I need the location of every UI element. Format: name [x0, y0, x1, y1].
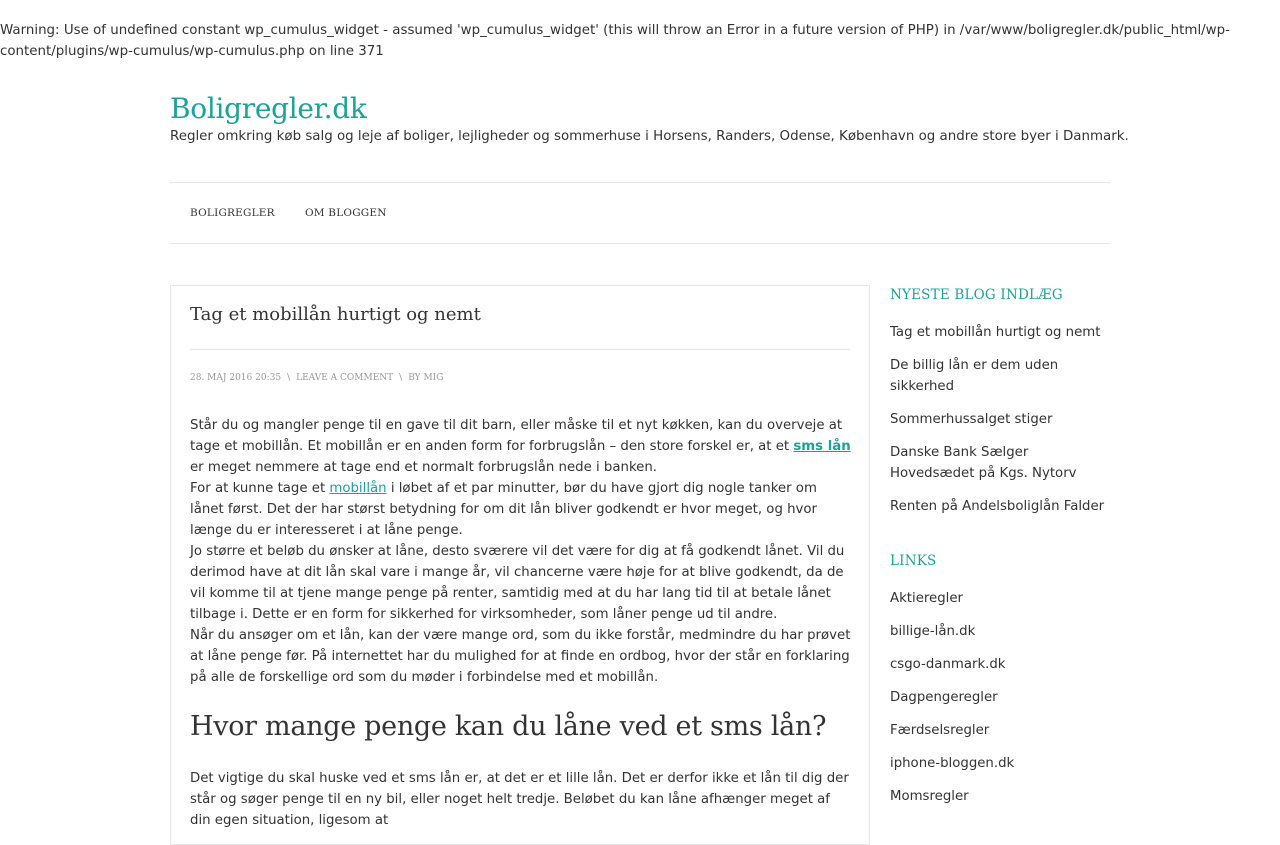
nav-item-om-bloggen[interactable]: OM BLOGGEN — [305, 207, 387, 219]
post-title[interactable]: Tag et mobillån hurtigt og nemt — [190, 304, 481, 325]
post-meta — [190, 373, 443, 383]
list-item — [890, 621, 1115, 642]
recent-posts-title: NYESTE BLOG INDLÆG — [890, 287, 1063, 303]
paragraph-1 — [190, 415, 852, 478]
mobillaan-link[interactable]: mobillån — [329, 481, 387, 496]
blogroll-link[interactable]: iphone-bloggen.dk — [890, 756, 1015, 771]
post-author-prefix: BY — [408, 373, 421, 383]
paragraph-3: Jo større et beløb du ønsker at låne, desto sværere vil det være for dig at få godkendt lånet. Vil du derimod have at dit lån skal vare i mange år, vil chancerne være høje for at blive godkendt, da de vil komme til at tjene mange penge på renter, samtidig med at du har lang tid til at betale lånet tilbage i. Dette er en form for sikkerhed for virksomheder, som låner penge ud til andre. — [190, 544, 845, 622]
list-item — [890, 687, 1115, 708]
recent-post-link[interactable]: Tag et mobillån hurtigt og nemt — [890, 325, 1101, 340]
list-item — [890, 753, 1115, 774]
post-article — [170, 285, 870, 845]
post-title-divider — [190, 349, 850, 350]
recent-post-link[interactable]: De billig lån er dem uden sikkerhed — [890, 358, 1059, 394]
list-item — [890, 496, 1115, 517]
list-item — [890, 786, 1115, 807]
list-item — [890, 442, 1115, 484]
leave-comment-link[interactable]: LEAVE A COMMENT — [296, 373, 394, 383]
recent-post-link[interactable]: Danske Bank Sælger Hovedsædet på Kgs. Nytorv — [890, 445, 1077, 481]
blogroll-link[interactable]: Dagpengeregler — [890, 690, 998, 705]
paragraph-2 — [190, 478, 852, 541]
post-author-link[interactable]: MIG — [423, 373, 444, 383]
blogroll-link[interactable]: billige-lån.dk — [890, 624, 976, 639]
list-item — [890, 322, 1115, 343]
recent-post-link[interactable]: Sommerhussalget stiger — [890, 412, 1053, 427]
meta-separator: \ — [287, 373, 291, 383]
recent-post-link[interactable]: Renten på Andelsboliglån Falder — [890, 499, 1105, 514]
section-heading: Hvor mange penge kan du låne ved et sms lån? — [190, 711, 827, 742]
paragraph-4: Når du ansøger om et lån, kan der være mange ord, som du ikke forstår, medmindre du har prøvet at låne penge før. På internettet har du mulighed for at finde en ordbog, hvor der står en forklaring på alle de forskellige ord som du møder i forbindelse med et mobillån. — [190, 628, 851, 685]
meta-separator: \ — [399, 373, 403, 383]
blogroll-link[interactable]: csgo-danmark.dk — [890, 657, 1006, 672]
post-content — [190, 415, 852, 831]
blogroll-link[interactable]: Momsregler — [890, 789, 969, 804]
blogroll-link[interactable]: Aktieregler — [890, 591, 964, 606]
post-date-link[interactable]: 28. MAJ 2016 20:35 — [190, 373, 282, 383]
list-item — [890, 720, 1115, 741]
main-navigation — [170, 182, 1110, 244]
list-item — [890, 588, 1115, 609]
paragraph-2-text-a: For at kunne tage et — [190, 481, 330, 496]
paragraph-1-text-a: Står du og mangler penge til en gave til dit barn, eller måske til et nyt køkken, kan du overveje at tage et mobillån. Et mobillån er en anden form for forbrugslån – den store forskel er, at et — [190, 418, 843, 454]
list-item — [890, 409, 1115, 430]
blogroll-link[interactable]: Færdselsregler — [890, 723, 990, 738]
site-tagline: Regler omkring køb salg og leje af boliger, lejligheder og sommerhuse i Horsens, Randers, Odense, København og andre store byer i Danmark. — [170, 129, 1129, 144]
nav-item-boligregler[interactable]: BOLIGREGLER — [190, 207, 275, 219]
list-item — [890, 654, 1115, 675]
paragraph-1-text-b: er meget nemmere at tage end et normalt forbrugslån nede i banken. — [190, 460, 658, 475]
sms-laan-link[interactable]: sms lån — [793, 439, 851, 454]
list-item — [890, 355, 1115, 397]
links-title: LINKS — [890, 553, 937, 569]
paragraph-2-text-b: i løbet af et par minutter, bør du have gjort dig nogle tanker om lånet først. Det der har størst betydning for om dit lån bliver godkendt er hvor meget, og hvor længe du er interesseret i at låne penge. — [190, 481, 818, 538]
site-title-link[interactable]: Boligregler.dk — [170, 92, 367, 125]
php-warning-message: Warning: Use of undefined constant wp_cumulus_widget - assumed 'wp_cumulus_widget' (this will throw an Error in a future version of PHP) in /var/www/boligregler.dk/public_html/wp-content/plugins/wp-cumulus/wp-cumulus.php on line 371 — [0, 23, 1230, 59]
paragraph-5: Det vigtige du skal huske ved et sms lån er, at det er et lille lån. Det er derfor ikke et lån til dig der står og søger penge til en ny bil, eller noget helt tredje. Beløbet du kan låne afhænger meget af din egen situation, ligesom at — [190, 771, 849, 828]
